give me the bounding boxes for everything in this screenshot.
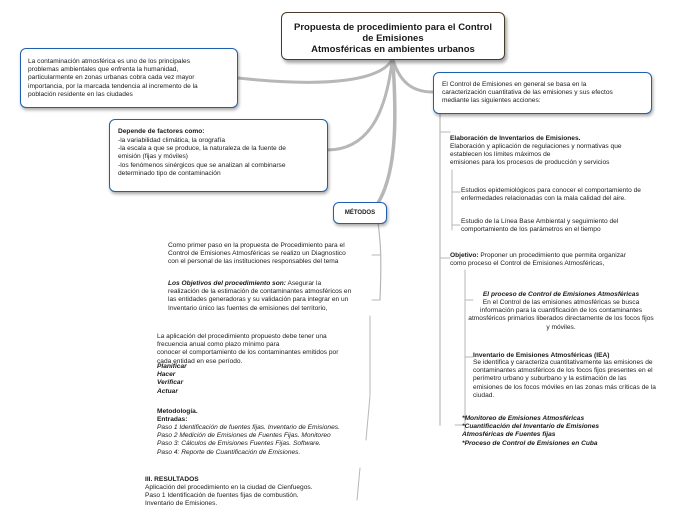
objetivo-label: Objetivo: [450,252,479,259]
central-topic[interactable] [281,12,505,60]
branch-factors [327,62,392,150]
pdca-steps: Planificar Hacer Verificar Actuar [157,363,187,395]
objetivo-text: Proponer un procedimiento que permita organizar como proceso el Control de Emisiones Atmosféricas, [450,252,626,268]
objetivo-topic[interactable] [450,252,626,268]
iea-title[interactable]: Inventario de Emisiones Atmosféricas (IEA) [473,352,610,359]
topic-factors[interactable] [109,119,328,192]
resultados-title[interactable]: III. RESULTADOS [145,476,199,483]
central-title-line-2: de Emisiones [362,33,424,44]
central-title-line-1: Propuesta de procedimiento para el Control [294,22,492,33]
topic-left-intro[interactable] [20,48,238,108]
branch-left-intro [238,60,392,82]
monitoreo-list[interactable]: *Monitoreo de Emisiones Atmosféricas *Cuantificación del Inventario de Emisiones Atmosféricas de Fuentes fijas *Proceso de Control de Emisiones en Cuba [462,415,600,447]
proceso-body: En el Control de las emisiones atmosféricas se busca información para la cuantificación de los contaminantes atmosféricos primarios liberados directamente de los focos fijos y móviles. [468,299,654,331]
estudios-epidemiologicos[interactable]: Estudios epidemiológicos para conocer el comportamiento de enfermedades relacionadas con la mala calidad del aire. [461,187,641,203]
metodologia-steps: Paso 1 Identificación de fuentes fijas. Inventario de Emisiones. Paso 2 Medición de Emisiones de Fuentes Fijas. Monitoreo Paso 3: Cálculos de Emisiones Fuentes Fijas. Software. Paso 4: Reporte de Cuantificación de Emisiones. [157,424,340,456]
objetivos-procedimiento[interactable] [168,280,351,313]
primer-paso-text[interactable]: Como primer paso en la propuesta de Procedimiento para el Control de Emisiones Atmosféricas se realizo un Diagnostico con el personal de las instituciones responsables del tema [168,242,346,266]
aplicacion-body[interactable]: La aplicación del procedimiento propuesto debe tener una frecuencia anual como plazo mínimo para conocer el comportamiento de los contaminantes emitidos por cada entidad en ese período. [157,333,339,365]
objetivos-procedimiento-text: Asegurar la realización de la estimación de contaminantes atmosféricos en las entidades generadoras y su validación para integrar en un Inventario único las fuentes de emisiones del territorio, [168,280,352,312]
resultados-body: Aplicación del procedimiento en la ciudad de Cienfuegos. Paso 1 Identificación de fuentes fijas de combustión. Inventario de Emisiones. [145,484,313,508]
branch-right-intro [393,60,433,92]
metodos-node[interactable]: MÉTODOS [333,202,387,224]
central-title-line-3: Atmosféricas en ambientes urbanos [311,44,475,55]
factors-title: Depende de factores como: [118,128,205,135]
right-intro-text: El Control de Emisiones en general se basa en la caracterización cuantitativa de las emisiones y sus efectos mediante las siguientes acciones: [442,81,613,105]
branch-metodos [378,62,395,203]
left-intro-text: La contaminación atmosférica es uno de los principales problemas ambientales que enfrenta la humanidad, particularmente en zonas urbanas cobra cada vez mayor importancia, por la marcada tendencia al incremento de la población residente en las ciudades [28,58,198,98]
iea-body: Se identifica y caracteriza cuantitativamente las emisiones de contaminantes atmosféricos de los focos fijos presentes en el perímetro urbano y suburbano y la estimación de las emisiones de los focos móviles en las zonas más críticas de la ciudad. [473,359,656,399]
proceso-title[interactable]: El proceso de Control de Emisiones Atmosféricas [482,291,640,298]
factors-body: -la variabilidad climática, la orografía -la escala a que se produce, la naturaleza de la fuente de emisión (fijas y móviles) -los fenómenos sinérgicos que se analizan al combinarse determinado tipo de contaminación [118,137,286,177]
objetivos-procedimiento-label: Los Objetivos del procedimiento son: [168,280,286,287]
inventarios-title[interactable]: Elaboración de Inventarios de Emisiones. [450,135,581,142]
topic-right-intro[interactable] [433,72,652,114]
branch-left-spine [378,222,381,300]
estudio-linea-base[interactable]: Estudio de la Línea Base Ambiental y seguimiento del comportamiento de los parámetros en el tiempo [461,218,619,234]
metodologia-title[interactable]: Metodología. Entradas: [157,408,198,424]
inventarios-body: Elaboración y aplicación de regulaciones y normativas que establecen los límites máximos de emisiones para los procesos de producción y servicios [450,143,622,167]
